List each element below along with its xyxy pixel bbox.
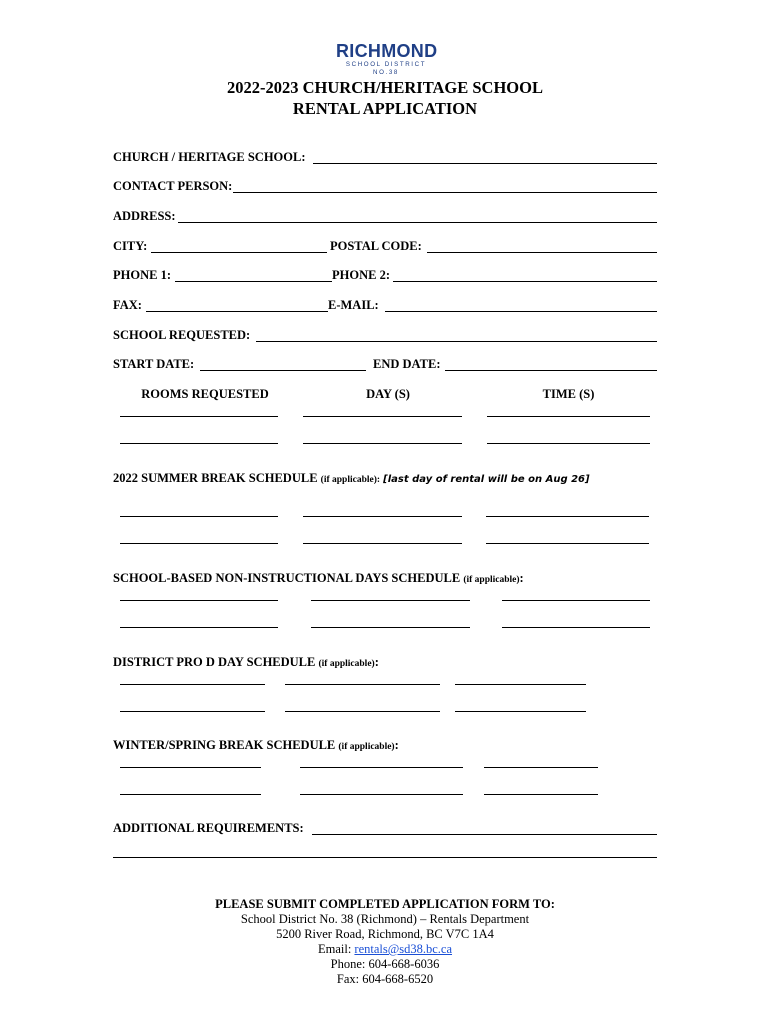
summer-note: [last day of rental will be on Aug 26] [383, 474, 590, 485]
start-date-field[interactable] [200, 370, 366, 371]
times-field-1[interactable] [487, 416, 650, 417]
summer-field-1a[interactable] [120, 516, 278, 517]
times-field-2[interactable] [487, 443, 650, 444]
school-based-field-1a[interactable] [120, 600, 278, 601]
phone1-field[interactable] [175, 281, 332, 282]
summer-qualifier: (if applicable): [320, 475, 381, 485]
additional-requirements-field-2[interactable] [113, 857, 657, 858]
submit-instructions-title: PLEASE SUBMIT COMPLETED APPLICATION FORM TO: [215, 897, 555, 911]
winter-spring-field-1c[interactable] [484, 767, 598, 768]
winter-spring-field-2c[interactable] [484, 794, 598, 795]
email-prefix: Email: [317, 942, 355, 956]
school-based-label: SCHOOL-BASED NON-INSTRUCTIONAL DAYS SCHEDULE [113, 571, 461, 585]
prod-field-1c[interactable] [455, 684, 586, 685]
prod-field-2c[interactable] [455, 711, 586, 712]
additional-requirements-label: ADDITIONAL REQUIREMENTS: [113, 821, 304, 835]
end-date-label: END DATE: [373, 357, 441, 371]
prod-field-1b[interactable] [285, 684, 440, 685]
school-based-field-2b[interactable] [311, 627, 470, 628]
summer-field-1c[interactable] [486, 516, 649, 517]
contact-fax: Fax: 604-668-6520 [336, 972, 434, 986]
days-header: DAY (S) [366, 387, 410, 401]
additional-requirements-field-1[interactable] [312, 834, 657, 835]
contact-phone: Phone: 604-668-6036 [330, 957, 440, 971]
district-department: School District No. 38 (Richmond) – Rentals Department [240, 912, 530, 926]
rooms-field-1[interactable] [120, 416, 278, 417]
contact-label: CONTACT PERSON: [113, 179, 233, 193]
winter-spring-heading [113, 738, 399, 754]
winter-spring-colon: : [394, 738, 399, 752]
email-field[interactable] [385, 311, 657, 312]
prod-qualifier: (if applicable) [318, 659, 375, 669]
winter-spring-field-1b[interactable] [300, 767, 463, 768]
address-field[interactable] [178, 222, 657, 223]
school-based-field-2c[interactable] [502, 627, 650, 628]
city-field[interactable] [151, 252, 327, 253]
postal-code-label: POSTAL CODE: [330, 239, 422, 253]
fax-label: FAX: [113, 298, 142, 312]
email-link[interactable]: rentals@sd38.bc.ca [354, 942, 453, 956]
contact-field[interactable] [233, 192, 657, 193]
school-based-heading [113, 571, 524, 587]
rooms-field-2[interactable] [120, 443, 278, 444]
school-based-field-2a[interactable] [120, 627, 278, 628]
rooms-requested-header: ROOMS REQUESTED [141, 387, 269, 401]
winter-spring-field-1a[interactable] [120, 767, 261, 768]
form-title-line2: RENTAL APPLICATION [292, 99, 478, 118]
phone2-label: PHONE 2: [332, 268, 390, 282]
winter-spring-field-2a[interactable] [120, 794, 261, 795]
postal-code-field[interactable] [427, 252, 657, 253]
end-date-field[interactable] [445, 370, 657, 371]
district-address: 5200 River Road, Richmond, BC V7C 1A4 [276, 927, 494, 941]
prod-colon: : [374, 655, 379, 669]
school-based-field-1c[interactable] [502, 600, 650, 601]
winter-spring-field-2b[interactable] [300, 794, 463, 795]
days-field-2[interactable] [303, 443, 462, 444]
district-logo: RICHMOND [336, 41, 438, 61]
school-based-colon: : [519, 571, 524, 585]
winter-spring-label: WINTER/SPRING BREAK SCHEDULE [113, 738, 336, 752]
phone1-label: PHONE 1: [113, 268, 171, 282]
summer-schedule-label: 2022 SUMMER BREAK SCHEDULE [113, 471, 318, 485]
church-label: CHURCH / HERITAGE SCHOOL: [113, 150, 306, 164]
address-label: ADDRESS: [113, 209, 176, 223]
email-label: E-MAIL: [328, 298, 379, 312]
winter-spring-qualifier: (if applicable) [338, 742, 395, 752]
prod-heading [113, 655, 379, 671]
days-field-1[interactable] [303, 416, 462, 417]
summer-field-1b[interactable] [303, 516, 462, 517]
summer-schedule-heading [113, 471, 590, 487]
summer-field-2c[interactable] [486, 543, 649, 544]
church-field[interactable] [313, 163, 657, 164]
start-date-label: START DATE: [113, 357, 195, 371]
prod-field-2a[interactable] [120, 711, 265, 712]
school-based-qualifier: (if applicable) [463, 575, 520, 585]
times-header: TIME (S) [542, 387, 595, 401]
school-requested-field[interactable] [256, 341, 657, 342]
school-requested-label: SCHOOL REQUESTED: [113, 328, 251, 342]
phone2-field[interactable] [393, 281, 657, 282]
prod-field-1a[interactable] [120, 684, 265, 685]
prod-field-2b[interactable] [285, 711, 440, 712]
prod-label: DISTRICT PRO D DAY SCHEDULE [113, 655, 316, 669]
fax-field[interactable] [146, 311, 328, 312]
school-based-field-1b[interactable] [311, 600, 470, 601]
city-label: CITY: [113, 239, 148, 253]
contact-email-line [0, 942, 770, 957]
summer-field-2b[interactable] [303, 543, 462, 544]
summer-field-2a[interactable] [120, 543, 278, 544]
form-title-line1: 2022-2023 CHURCH/HERITAGE SCHOOL [227, 78, 543, 97]
district-logo-subtitle: SCHOOL DISTRICT NO.38 [345, 61, 427, 76]
